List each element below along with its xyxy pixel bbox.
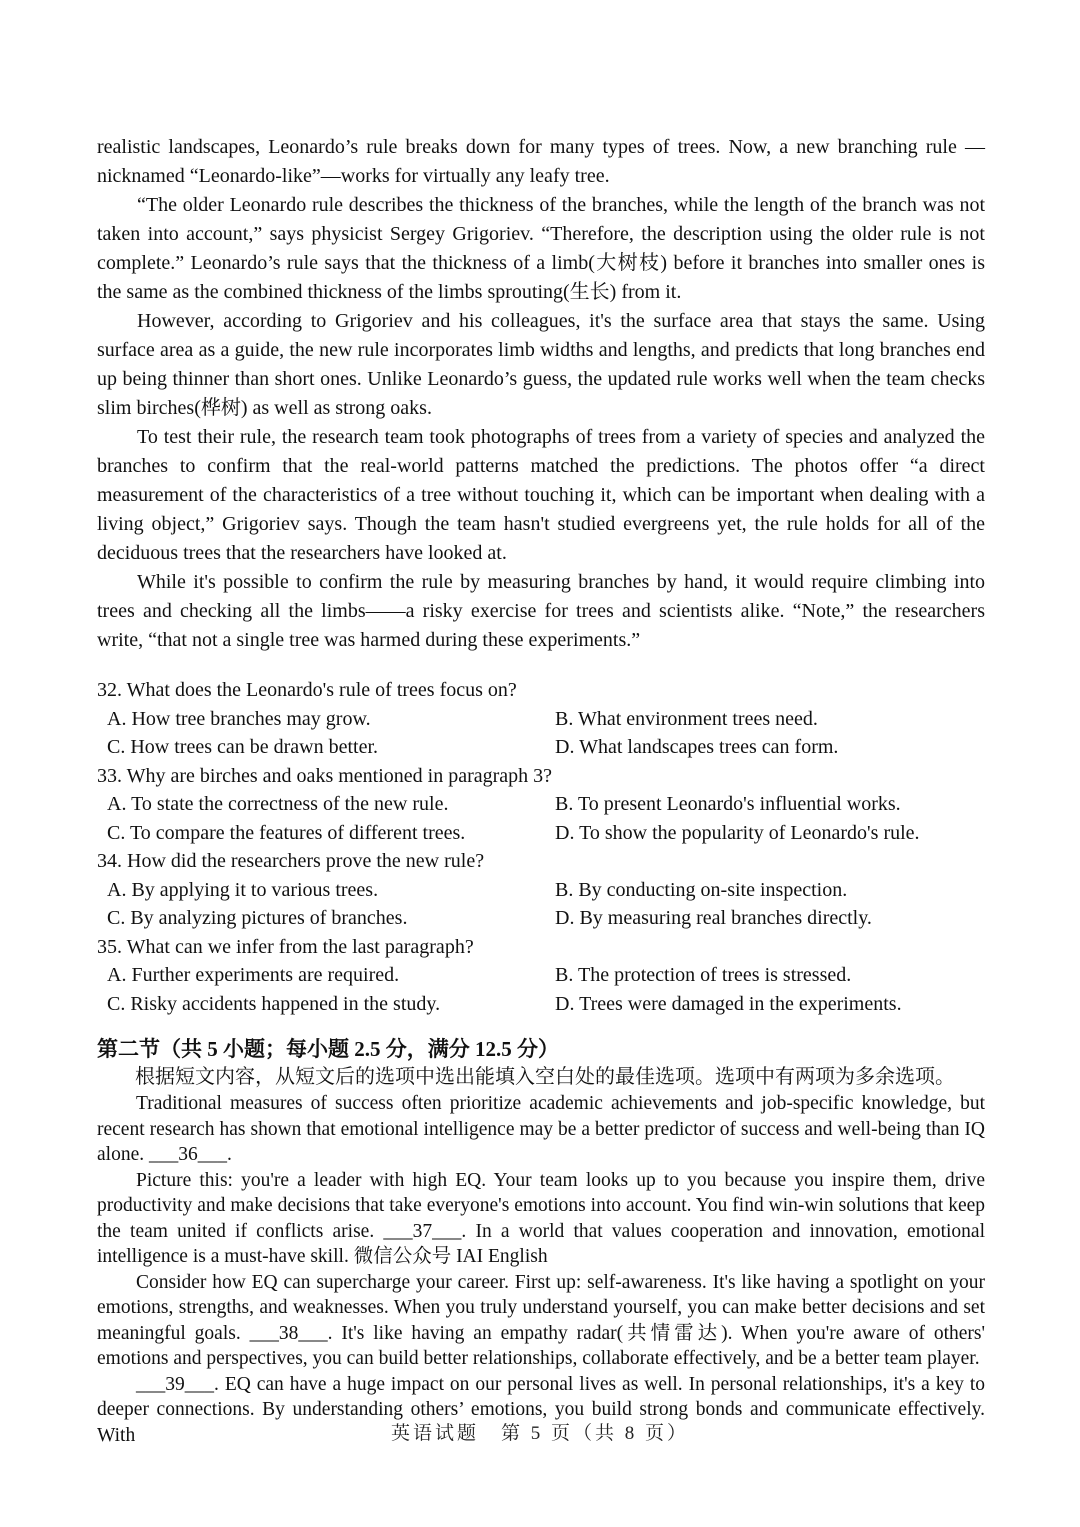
option-c: C. By analyzing pictures of branches. [107,907,408,929]
question-33 [97,762,985,848]
question-stem: 34. How did the researchers prove the new rule? [97,850,485,872]
question-stem: 35. What can we infer from the last paragraph? [97,935,474,958]
option-b: B. The protection of trees is stressed. [555,964,852,986]
passage-paragraph: To test their rule, the research team took photographs of trees from a variety of species and analyzed the branches to confirm that the real-world patterns matched the predictions. The photos offer “a direct measurement of the characteristics of a tree without touching it, which can be important when dealing with a living object,” Grigoriev says. Though the team hasn't studied evergreens yet, the rule holds for all of the deciduous trees that the researchers have looked at. [97,426,985,564]
section-2-instruction: 根据短文内容，从短文后的选项中选出能填入空白处的最佳选项。选项中有两项为多余选项。 [135,1066,955,1088]
passage-paragraph: Picture this: you're a leader with high EQ. Your team looks up to you because you inspire them, drive productivity and make decisions that take everyone's emotions into account. You find win-win solutions that keep the team united if conflicts arise. ___37___. In a world that values cooperation and innovation, emotional intelligence is a must-have skill. 微信公众号 IAI English [97,1169,985,1267]
option-d: D. By measuring real branches directly. [555,907,872,929]
option-d: D. What landscapes trees can form. [555,736,839,758]
option-b: B. To present Leonardo's influential works. [555,793,901,815]
option-a: A. To state the correctness of the new rule. [107,793,449,815]
passage-paragraph: Traditional measures of success often prioritize academic achievements and job-specific knowledge, but recent research has shown that emotional intelligence may be a better predictor of success and well-being than IQ alone. ___36___. [97,1093,985,1165]
option-c: C. To compare the features of different trees. [107,821,466,844]
passage-paragraph: However, according to Grigoriev and his colleagues, it's the surface area that stays the same. Using surface area as a guide, the new rule incorporates limb widths and lengths, and predicts that long branches end up being thinner than short ones. Unlike Leonardo’s guess, the updated rule works well when the team checks slim birches(桦树) as well as strong oaks. [97,310,985,419]
reading-passage-leonardo-rule [97,133,985,655]
option-c: C. How trees can be drawn better. [107,736,379,758]
question-35 [97,933,985,1019]
option-a: A. By applying it to various trees. [107,878,379,901]
passage-paragraph: ___39___. EQ can have a huge impact on our personal lives as well. In personal relationships, it's a key to deeper connections. By understanding others’ emotions, you build strong bonds and communicate effectively. With [97,1373,985,1446]
passage-paragraph: Consider how EQ can supercharge your career. First up: self-awareness. It's like having a spotlight on your emotions, strengths, and weaknesses. When you truly understand yourself, you can make better decisions and set meaningful goals. ___38___. It's like having an empathy radar(共情雷达). When you're aware of others' emotions and perspectives, you can build better relationships, collaborate effectively, and be a better team player. [97,1271,985,1369]
question-options [97,790,985,847]
option-d: D. Trees were damaged in the experiments. [555,992,902,1015]
question-stem: 32. What does the Leonardo's rule of trees focus on? [97,679,517,701]
passage-paragraph: “The older Leonardo rule describes the thickness of the branches, while the length of the branch was not taken into account,” says physicist Sergey Grigoriev. “Therefore, the description using the older rule is not complete.” Leonardo’s rule says that the thickness of a limb(大树枝) before it branches into smaller ones is the same as the combined thickness of the limbs sprouting(生长) from it. [97,194,985,303]
option-a: A. How tree branches may grow. [107,707,371,730]
page-footer: 英语试题 第 5 页（共 8 页） [390,1423,689,1444]
question-stem: 33. Why are birches and oaks mentioned in paragraph 3? [97,764,553,787]
section-2-heading: 第二节（共 5 小题；每小题 2.5 分，满分 12.5 分） [97,1037,559,1061]
option-d: D. To show the popularity of Leonardo's rule. [555,821,920,844]
section-2-cloze [97,1034,985,1448]
option-a: A. Further experiments are required. [107,964,400,986]
question-34 [97,847,985,933]
option-b: B. What environment trees need. [555,707,818,730]
question-options [97,876,985,933]
passage-paragraph: While it's possible to confirm the rule by measuring branches by hand, it would require climbing into trees and checking all the limbs——a risky exercise for trees and scientists alike. “Note,” the researchers write, “that not a single tree was harmed during these experiments.” [97,571,985,651]
cloze-passage-eq [97,1091,985,1448]
question-32 [97,676,985,762]
question-options [97,705,985,762]
question-options [97,961,985,1018]
questions-32-35 [97,676,985,1018]
option-b: B. By conducting on-site inspection. [555,878,848,901]
option-c: C. Risky accidents happened in the study. [107,992,441,1015]
passage-paragraph: realistic landscapes, Leonardo’s rule breaks down for many types of trees. Now, a new branching rule —nicknamed “Leonardo-like”—works for virtually any leafy tree. [97,136,985,187]
